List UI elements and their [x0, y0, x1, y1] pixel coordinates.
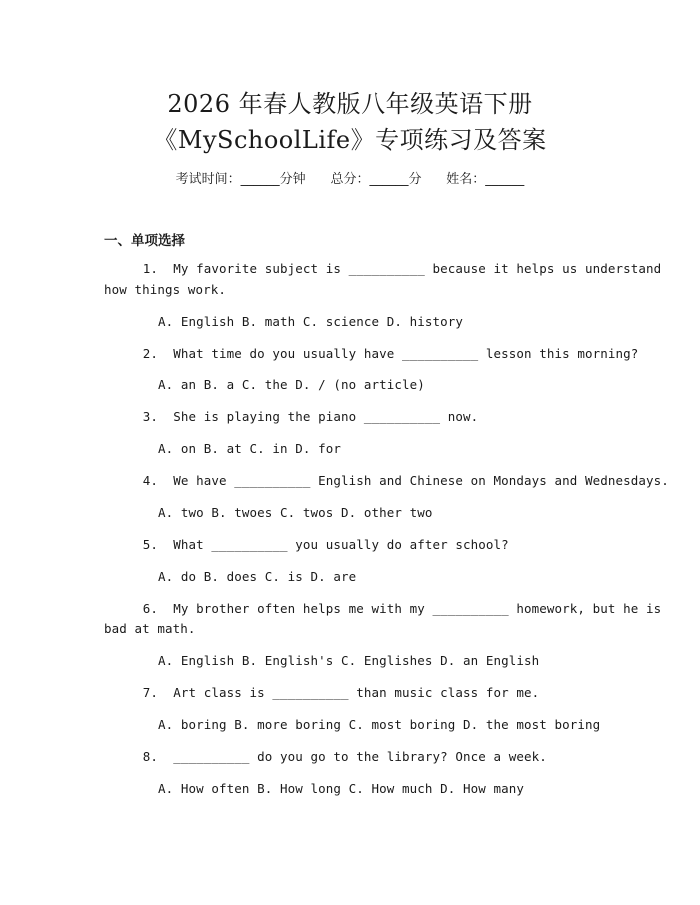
question-text: What time do you usually have __________ lesson this morning? [173, 346, 639, 361]
question-number: 8. [142, 749, 158, 764]
question-1-options: A. English B. math C. science D. history [158, 314, 464, 329]
question-number: 2. [142, 346, 158, 361]
question-8 [104, 749, 547, 764]
question-text: My brother often helps me with my __________ homework, but he is [173, 601, 662, 616]
question-number: 4. [142, 473, 158, 488]
question-8-options: A. How often B. How long C. How much D. How many [158, 781, 525, 796]
question-text: Art class is __________ than music class for me. [173, 685, 540, 700]
question-text: My favorite subject is __________ because it helps us understand [173, 261, 662, 276]
question-4-options: A. two B. twoes C. twos D. other two [158, 505, 433, 520]
exam-meta [0, 168, 700, 187]
question-text: __________ do you go to the library? Once a week. [173, 749, 547, 764]
question-6-options: A. English B. English's C. Englishes D. an English [158, 653, 540, 668]
question-6-continuation: bad at math. [104, 621, 196, 636]
question-text: We have __________ English and Chinese on Mondays and Wednesdays. [173, 473, 669, 488]
exam-time-field: 考试时间：______分钟 [175, 172, 306, 187]
question-6 [104, 601, 661, 616]
question-2 [104, 346, 638, 361]
question-4 [104, 473, 669, 488]
name-field: 姓名：______ [446, 172, 525, 187]
question-5-options: A. do B. does C. is D. are [158, 569, 357, 584]
question-2-options: A. an B. a C. the D. / (no article) [158, 377, 425, 392]
question-3-options: A. on B. at C. in D. for [158, 441, 342, 456]
question-1-continuation: how things work. [104, 282, 227, 297]
question-number: 3. [142, 409, 158, 424]
question-7-options: A. boring B. more boring C. most boring D. the most boring [158, 717, 601, 732]
question-number: 1. [142, 261, 158, 276]
page-title-line1: 2026 年春人教版八年级英语下册 [167, 90, 533, 118]
question-text: She is playing the piano __________ now. [173, 409, 479, 424]
question-5 [104, 537, 509, 552]
question-3 [104, 409, 478, 424]
question-1 [104, 261, 661, 276]
question-7 [104, 685, 539, 700]
question-number: 6. [142, 601, 158, 616]
total-score-field: 总分：______分 [330, 172, 422, 187]
page-title-line2: 《MySchoolLife》专项练习及答案 [153, 126, 547, 154]
question-text: What __________ you usually do after school? [173, 537, 509, 552]
section-heading: 一、单项选择 [104, 233, 185, 249]
question-number: 7. [142, 685, 158, 700]
question-number: 5. [142, 537, 158, 552]
